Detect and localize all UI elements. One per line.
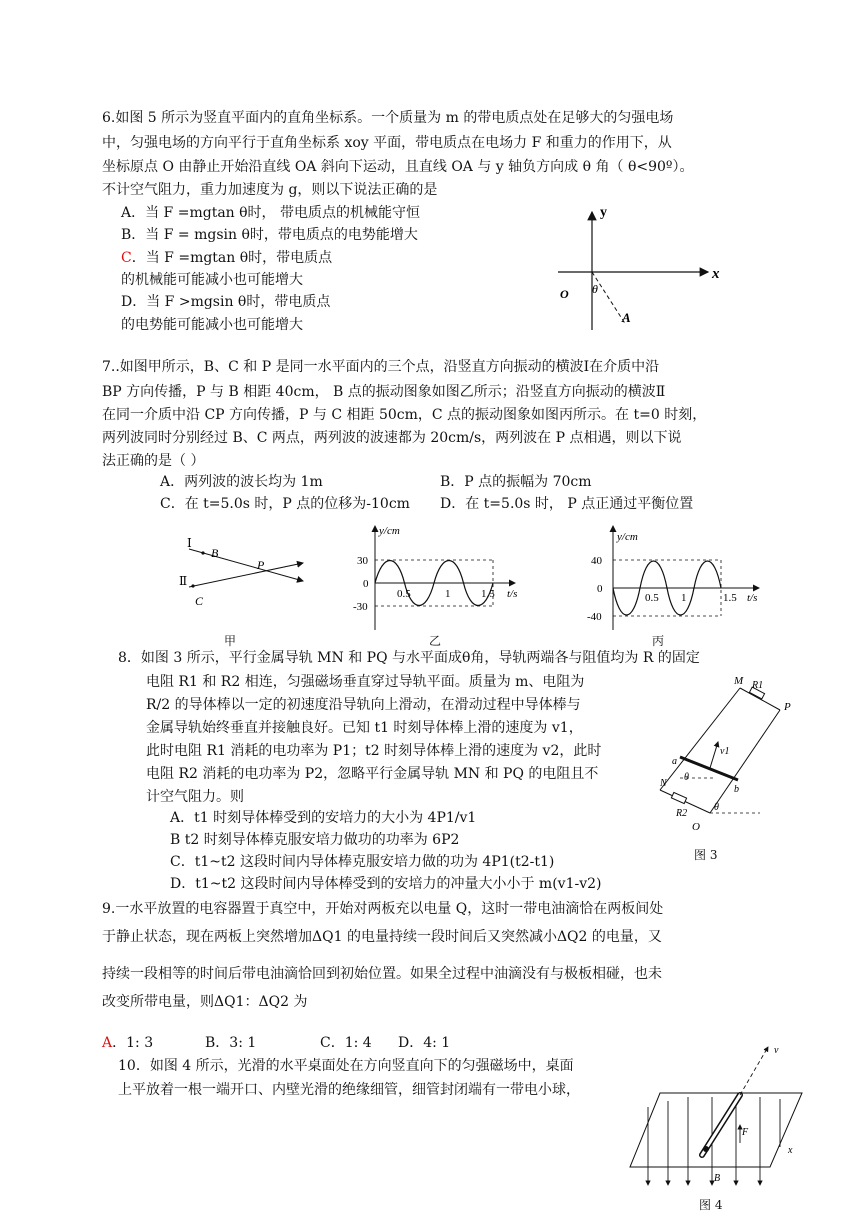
b-label: b xyxy=(734,784,739,795)
yi-tick-1: 1 xyxy=(445,588,451,600)
q8-option-d: D．t1~t2 这段时间内导体棒受到的安培力的冲量大小小于 m(v1-v2) xyxy=(170,876,602,892)
x-label: x xyxy=(712,266,720,282)
velocity-arrow xyxy=(710,742,718,768)
y-label: y xyxy=(600,205,607,220)
q9-line-2: 于静止状态，现在两板上突然增加ΔQ1 的电量持续一段时间后又突然减小ΔQ2 的电量，又 xyxy=(102,929,662,945)
q7-line-5: 法正确的是（ ） xyxy=(102,453,205,469)
q6-option-b: B．当 F = mgsin θ时，带电质点的电势能增大 xyxy=(121,227,418,243)
caption-yi: 乙 xyxy=(429,634,442,648)
caption-bing: 丙 xyxy=(652,634,665,648)
point-c xyxy=(191,584,194,587)
yi-tick-05: 0.5 xyxy=(397,588,411,600)
q7-line-3: 在同一介质中沿 CP 方向传播，P 与 C 相距 50cm，C 点的振动图象如图丙所示。在 t=0 时刻， xyxy=(102,407,707,423)
q8-option-a: A．t1 时刻导体棒受到的安培力的大小为 4P1/v1 xyxy=(170,810,477,826)
q7-option-d: D．在 t=5.0s 时， P 点正通过平衡位置 xyxy=(440,496,694,512)
wave-1-line xyxy=(189,549,303,581)
q10-line-2: 上平放着一根一端开口、内壁光滑的绝缘细管，细管封闭端有一带电小球， xyxy=(118,1082,580,1098)
p-label: P xyxy=(257,558,265,572)
r2-label: R2 xyxy=(676,808,688,819)
q9-option-b: B．3: 1 xyxy=(205,1035,257,1051)
q9-line-1: 9.一水平放置的电容器置于真空中，开始对两板充以电量 Q，这时一带电油滴恰在两板间处 xyxy=(102,901,664,917)
q9-option-a-text: ．1: 3 xyxy=(112,1035,154,1051)
wave-1-label: Ⅰ xyxy=(187,536,192,550)
x-label: x xyxy=(788,1145,793,1156)
q8-figure xyxy=(620,668,800,843)
q10-line-1: 10．如图 4 所示，光滑的水平桌面处在方向竖直向下的匀强磁场中，桌面 xyxy=(118,1058,574,1074)
q6-option-a: A．当 F =mgtan θ时， 带电质点的机械能守恒 xyxy=(121,205,421,221)
q7-option-c: C．在 t=5.0s 时，P 点的位移为-10cm xyxy=(160,496,410,512)
resistor-r2 xyxy=(671,792,686,803)
caption-fig4: 图 4 xyxy=(699,1198,723,1212)
q6-option-d-cont: 的电势能可能减小也可能增大 xyxy=(121,317,303,333)
m-label: M xyxy=(734,675,744,687)
q8-line-1: 8．如图 3 所示，平行金属导轨 MN 和 PQ 与水平面成θ角，导轨两端各与阻值均为 R 的固定 xyxy=(118,650,700,666)
q6-line-2: 中，匀强电场的方向平行于直角坐标系 xoy 平面，带电质点在电场力 F 和重力的作用下，从 xyxy=(102,135,672,151)
b-label: B xyxy=(211,546,219,560)
q8-line-6: 电阻 R2 消耗的电功率为 P2，忽略平行金属导轨 MN 和 PQ 的电阻且不 xyxy=(146,766,599,782)
q8-line-2: 电阻 R1 和 R2 相连，匀强磁场垂直穿过导轨平面。质量为 m、电阻为 xyxy=(146,674,585,690)
yi-xlabel: t/s xyxy=(507,588,518,600)
a-label: a xyxy=(672,756,677,767)
q6-option-c xyxy=(121,248,332,268)
o-label: O xyxy=(692,821,700,833)
n-label: N xyxy=(660,778,667,789)
q7-figure-bing xyxy=(585,520,770,635)
yi-tick-30: 30 xyxy=(357,555,368,567)
q6-option-c-text: ．当 F =mgtan θ时，带电质点 xyxy=(131,250,333,266)
bing-tick-0: 0 xyxy=(597,583,603,595)
line-oa xyxy=(592,272,626,325)
q9-line-3: 持续一段相等的时间后带电油滴恰回到初始位置。如果全过程中油滴没有与极板相碰，也未 xyxy=(102,966,662,982)
bing-tick-05: 0.5 xyxy=(645,592,659,604)
q10-figure xyxy=(620,1035,810,1190)
rail-pq xyxy=(710,710,780,813)
q8-option-c: C．t1~t2 这段时间内导体棒克服安培力做的功为 4P1(t2-t1) xyxy=(170,854,555,870)
q7-line-1: 7..如图甲所示，B、C 和 P 是同一水平面内的三个点，沿竖直方向振动的横波Ⅰ在介质中沿 xyxy=(102,359,660,375)
q7-figure-yi xyxy=(345,520,525,635)
a-label: A xyxy=(622,310,631,325)
q8-line-7: 计空气阻力。则 xyxy=(146,789,244,805)
q9-option-d: D．4: 1 xyxy=(398,1035,451,1051)
q6-option-c-cont: 的机械能可能减小也可能增大 xyxy=(121,272,303,288)
theta-label-right: θ xyxy=(714,802,719,813)
answer-mark: C xyxy=(121,250,132,266)
bing-ylabel: y/cm xyxy=(617,531,638,543)
bing-tick-40: 40 xyxy=(591,555,602,567)
q6-line-3: 坐标原点 O 由静止开始沿直线 OA 斜向下运动，且直线 OA 与 y 轴负方向成 θ 角（ θ<90º）。 xyxy=(102,159,694,175)
v-label: v xyxy=(774,1045,779,1056)
c-label: C xyxy=(195,594,204,608)
q6-line-1: 6.如图 5 所示为竖直平面内的直角坐标系。一个质量为 m 的带电质点处在足够大的匀强电场 xyxy=(102,110,674,126)
caption-jia: 甲 xyxy=(224,634,237,648)
theta-label-left: θ xyxy=(684,772,689,783)
point-b xyxy=(201,551,204,554)
bing-tick-1: 1 xyxy=(681,592,687,604)
wave-2-label: Ⅱ xyxy=(179,574,188,588)
yi-tick-0: 0 xyxy=(363,578,369,590)
charged-ball xyxy=(703,1146,709,1152)
velocity-arrow xyxy=(740,1047,768,1095)
answer-mark: A xyxy=(102,1035,113,1051)
bing-tick-15: 1.5 xyxy=(723,592,737,604)
q9-option-c: C．1: 4 xyxy=(320,1035,372,1051)
q7-figure-jia xyxy=(175,535,315,615)
wave-2-line xyxy=(189,563,303,587)
yi-ylabel: y/cm xyxy=(379,525,400,537)
q9-line-4: 改变所带电量，则ΔQ1：ΔQ2 为 xyxy=(102,994,308,1010)
q8-option-b: B t2 时刻导体棒克服安培力做功的功率为 6P2 xyxy=(170,832,460,848)
bing-tick-neg40: -40 xyxy=(587,611,602,623)
caption-fig3: 图 3 xyxy=(694,848,718,862)
q6-figure xyxy=(556,200,736,335)
yi-tick-15: 1.5 xyxy=(481,588,495,600)
b-label: B xyxy=(714,1173,721,1184)
r1-label: R1 xyxy=(752,680,764,691)
p-label: P xyxy=(784,701,791,713)
q8-line-3: R/2 的导体棒以一定的初速度沿导轨向上滑动，在滑动过程中导体棒与 xyxy=(146,697,581,713)
tube-inner xyxy=(702,1095,740,1155)
q7-line-4: 两列波同时分别经过 B、C 两点，两列波的波速都为 20cm/s，两列波在 P 点相遇，则以下说 xyxy=(102,430,682,446)
q6-option-d: D．当 F >mgsin θ时，带电质点 xyxy=(121,294,331,310)
theta-label: θ xyxy=(592,282,598,296)
bing-xlabel: t/s xyxy=(747,592,758,604)
q6-line-4: 不计空气阻力，重力加速度为 g，则以下说法正确的是 xyxy=(102,182,438,198)
q8-line-4: 金属导轨始终垂直并接触良好。已知 t1 时刻导体棒上滑的速度为 v1， xyxy=(146,720,583,736)
q8-line-5: 此时电阻 R1 消耗的电功率为 P1；t2 时刻导体棒上滑的速度为 v2，此时 xyxy=(146,743,602,759)
q7-option-a: A．两列波的波长均为 1m xyxy=(160,474,323,490)
q7-line-2: BP 方向传播，P 与 B 相距 40cm， B 点的振动图象如图乙所示；沿竖直方向振动的横波Ⅱ xyxy=(102,384,666,400)
q9-option-a xyxy=(102,1033,153,1053)
f-label: F xyxy=(742,1127,749,1138)
yi-tick-neg30: -30 xyxy=(353,601,368,613)
v1-label: v1 xyxy=(720,746,730,757)
q7-option-b: B．P 点的振幅为 70cm xyxy=(440,474,592,490)
origin-label: O xyxy=(560,287,569,301)
